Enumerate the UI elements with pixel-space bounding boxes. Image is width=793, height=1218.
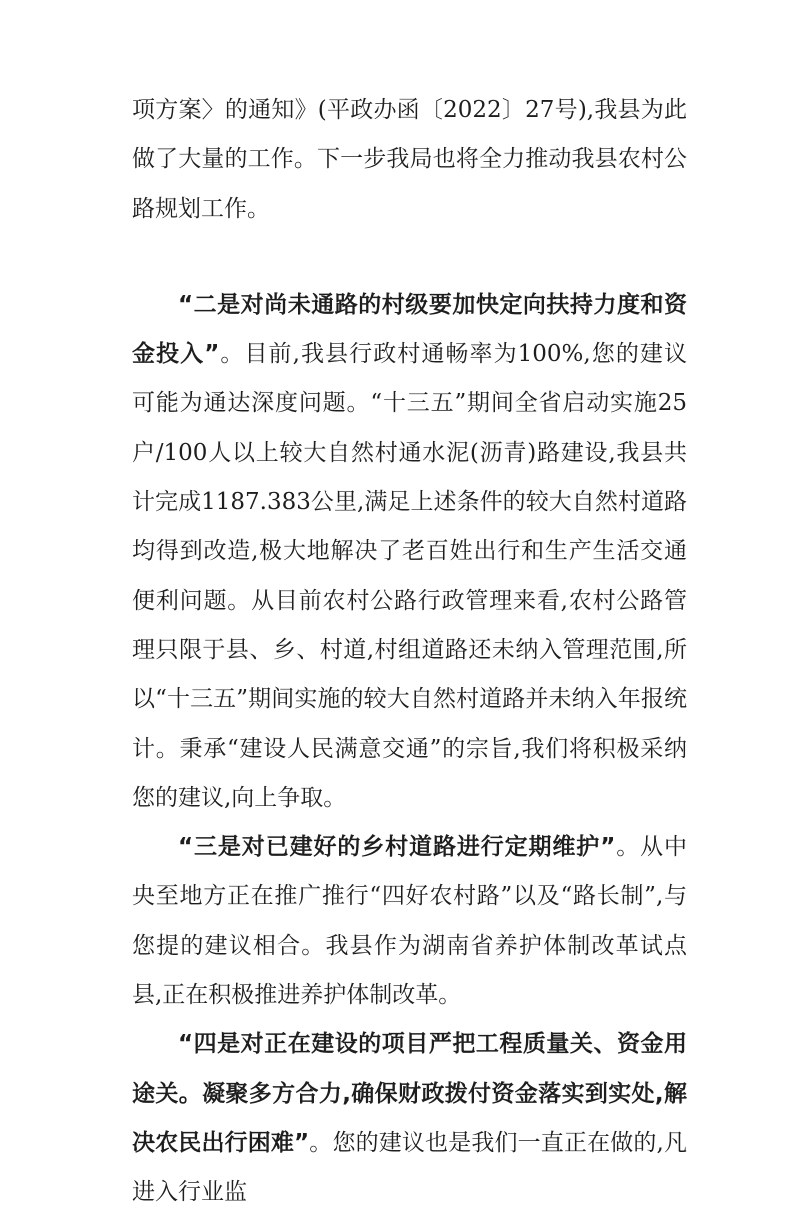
paragraph-lead: “四是对正在建设的项目严把工程质量关、资金用途关。凝聚多方合力,确保财政拨付资金落实到实处,解决农民出行困难”	[132, 1031, 687, 1156]
paragraph-lead: “二是对尚未通路的村级要加快定向扶持力度和资金投入”	[132, 291, 687, 368]
paragraph-body: 。您的建议也是我们一直正在做的,凡进入行业监	[132, 1129, 687, 1206]
paragraph-lead: “三是对已建好的乡村道路进行定期维护”	[178, 834, 616, 861]
paragraph-point-three	[132, 823, 687, 1020]
paragraph-point-four	[132, 1020, 687, 1217]
paragraph-body: 项方案〉的通知》(平政办函〔2022〕27号),我县为此做了大量的工作。下一步我局也将全力推动我县农村公路规划工作。	[132, 97, 687, 222]
paragraph-continuation	[132, 86, 687, 234]
paragraph-point-two	[132, 281, 687, 823]
paragraph-body: 。目前,我县行政村通畅率为100%,您的建议可能为通达深度问题。“十三五”期间全省启动实施25户/100人以上较大自然村通水泥(沥青)路建设,我县共计完成1187.383公里,满足上述条件的较大自然村道路均得到改造,极大地解决了老百姓出行和生产生活交通便利问题。从目前农村公路行政管理来看,农村公路管理只限于县、乡、村道,村组道路还未纳入管理范围,所以“十三五”期间实施的较大自然村道路并未纳入年报统计。秉承“建设人民满意交通”的宗旨,我们将积极采纳您的建议,向上争取。	[132, 341, 687, 811]
paragraph-gap	[132, 234, 687, 281]
paragraph-body: 。从中央至地方正在推广推行“四好农村路”以及“路长制”,与您提的建议相合。我县作为湖南省养护体制改革试点县,正在积极推进养护体制改革。	[132, 834, 688, 1009]
